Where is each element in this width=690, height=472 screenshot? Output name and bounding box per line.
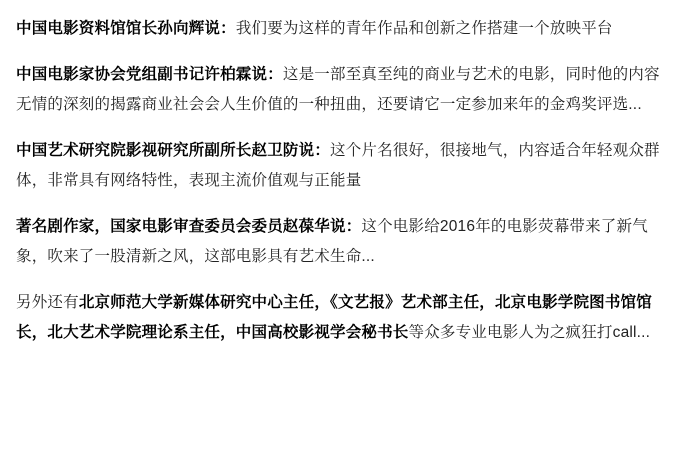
paragraph-quote-3: [16, 136, 674, 196]
quote-text-2: 这是一部至真至纯的商业与艺术的电影，同时他的内容无情的深刻的揭露商业社会会人生价值的一种扭曲，还要请它一定参加来年的金鸡奖评选...: [16, 66, 660, 113]
speaker-separator-1: ：: [220, 20, 236, 37]
paragraph-quote-4: [16, 212, 674, 272]
closing-bold-list: 北京师范大学新媒体研究中心主任，《文艺报》艺术部主任，北京电影学院图书馆馆长，北大艺术学院理论系主任，中国高校影视学会秘书长: [16, 294, 652, 341]
quote-text-3: 这个片名很好，很接地气，内容适合年轻观众群体，非常具有网络特性，表现主流价值观与正能量: [16, 142, 660, 189]
speaker-name-3: 中国艺术研究院影视研究所副所长赵卫防说: [16, 142, 315, 159]
speaker-separator-3: ：: [314, 142, 331, 159]
speaker-separator-4: ：: [345, 218, 362, 235]
speaker-separator-2: ：: [267, 66, 283, 83]
closing-lead-text: 另外还有: [16, 294, 79, 311]
speaker-name-4: 著名剧作家，国家电影审查委员会委员赵葆华说: [16, 218, 346, 235]
paragraph-quote-2: [16, 60, 674, 120]
speaker-name-2: 中国电影家协会党组副书记许柏霖说: [16, 66, 268, 83]
speaker-name-1: 中国电影资料馆馆长孙向辉说: [16, 20, 221, 37]
paragraph-quote-1: [16, 14, 674, 44]
paragraph-closing: [16, 288, 674, 348]
quote-text-4: 这个电影给2016年的电影荧幕带来了新气象，吹来了一股清新之风，这部电影具有艺术生命...: [16, 218, 648, 265]
closing-tail-text: 等众多专业电影人为之疯狂打call...: [408, 324, 651, 341]
quote-text-1: 我们要为这样的青年作品和创新之作搭建一个放映平台: [235, 20, 613, 37]
